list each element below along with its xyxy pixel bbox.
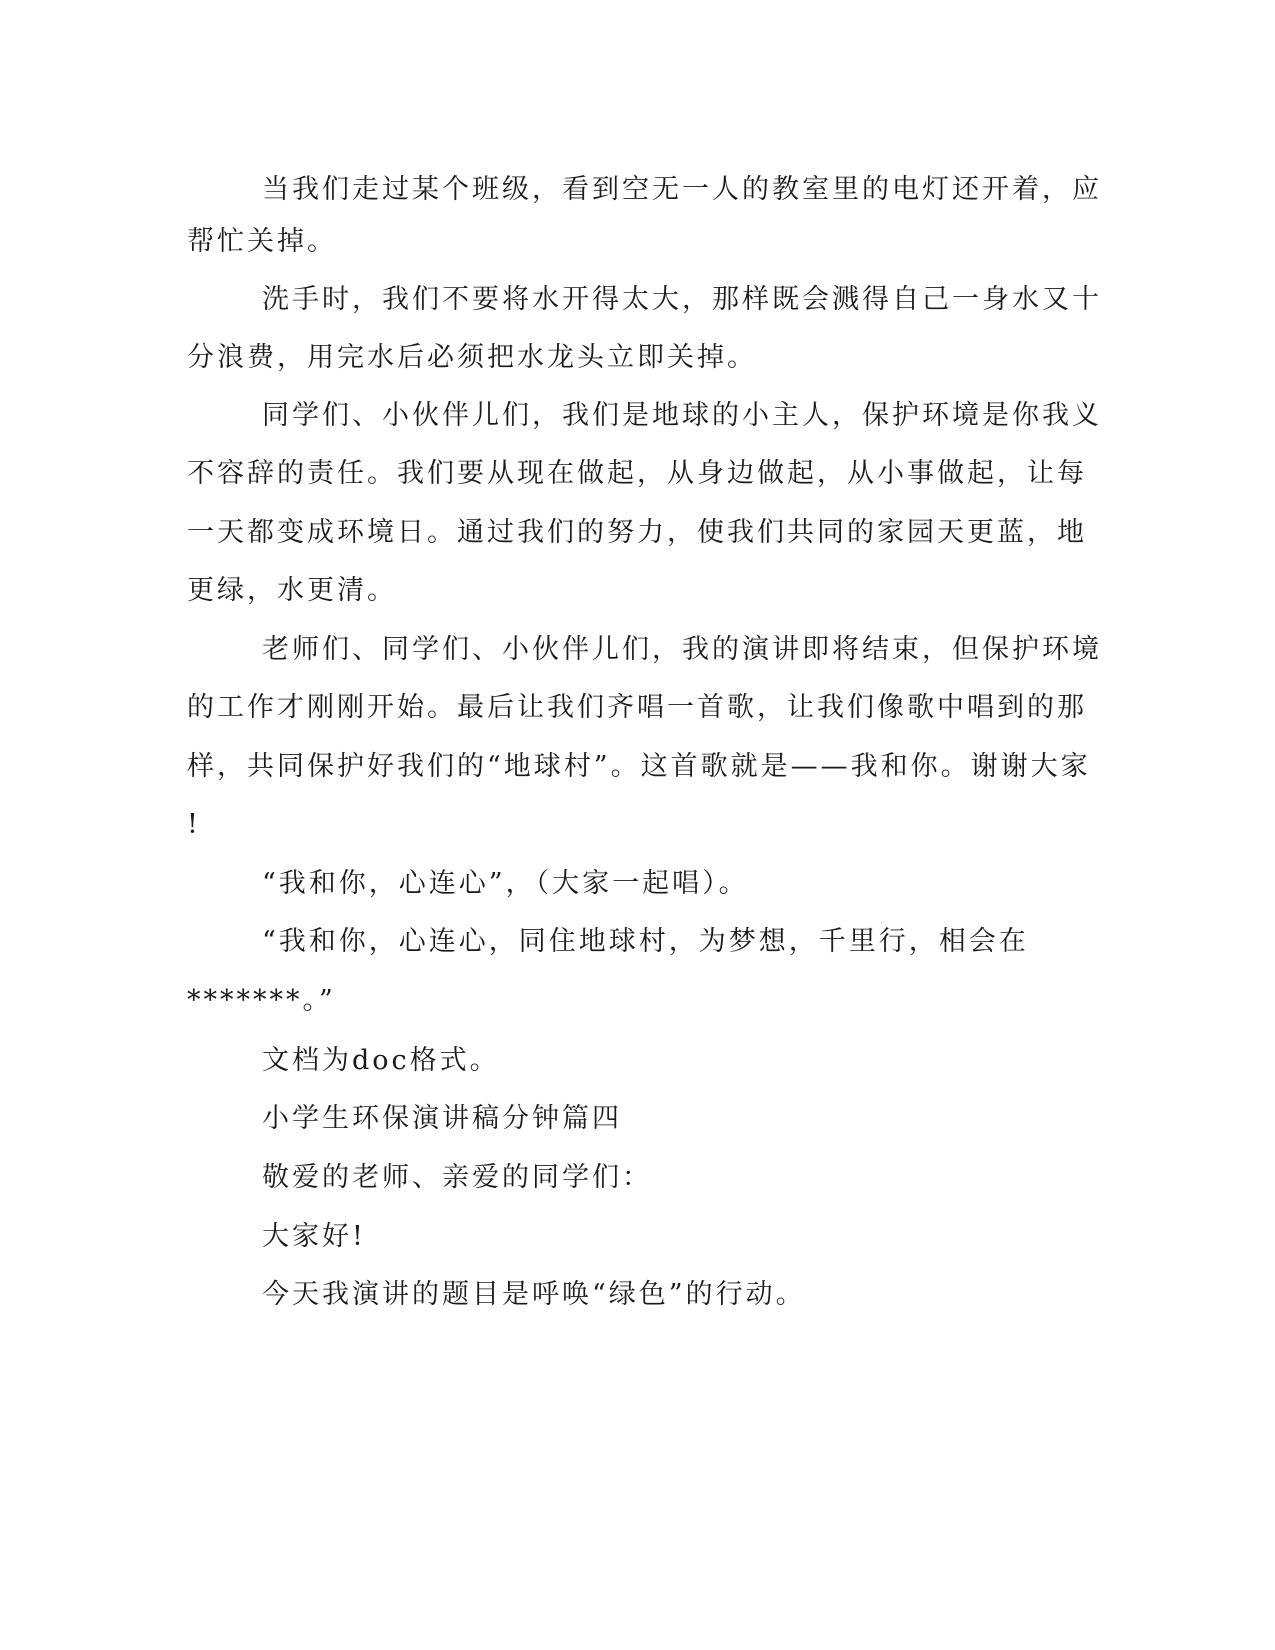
text-line: 今天我演讲的题目是呼唤“绿色”的行动。 (262, 1279, 806, 1310)
text-line: 样，共同保护好我们的“地球村”。这首歌就是——我和你。谢谢大家 (187, 751, 1091, 782)
text-line: 不容辞的责任。我们要从现在做起，从身边做起，从小事做起，让每 (187, 458, 1087, 489)
text-line: 同学们、小伙伴儿们，我们是地球的小主人，保护环境是你我义 (262, 400, 1102, 431)
text-line: 帮忙关掉。 (187, 226, 337, 257)
text-line: “我和你，心连心”，（大家一起唱）。 (262, 868, 749, 899)
text-line: 小学生环保演讲稿分钟篇四 (262, 1103, 622, 1134)
text-line: *******。” (187, 985, 336, 1016)
text-line: 一天都变成环境日。通过我们的努力，使我们共同的家园天更蓝，地 (187, 517, 1087, 548)
text-line: 分浪费，用完水后必须把水龙头立即关掉。 (187, 342, 757, 373)
text-line: 当我们走过某个班级，看到空无一人的教室里的电灯还开着，应 (262, 174, 1102, 205)
text-line: 的工作才刚刚开始。最后让我们齐唱一首歌，让我们像歌中唱到的那 (187, 692, 1087, 723)
text-line: ! (187, 809, 201, 840)
text-line: 敬爱的老师、亲爱的同学们： (262, 1162, 652, 1193)
text-line: 洗手时，我们不要将水开得太大，那样既会溅得自己一身水又十 (262, 284, 1102, 315)
text-line: “我和你，心连心，同住地球村，为梦想，千里行，相会在 (262, 926, 1029, 957)
text-line: 更绿，水更清。 (187, 575, 397, 606)
text-line: 老师们、同学们、小伙伴儿们，我的演讲即将结束，但保护环境 (262, 634, 1102, 665)
text-line: 大家好! (262, 1221, 366, 1252)
text-line: 文档为doc格式。 (262, 1045, 500, 1076)
